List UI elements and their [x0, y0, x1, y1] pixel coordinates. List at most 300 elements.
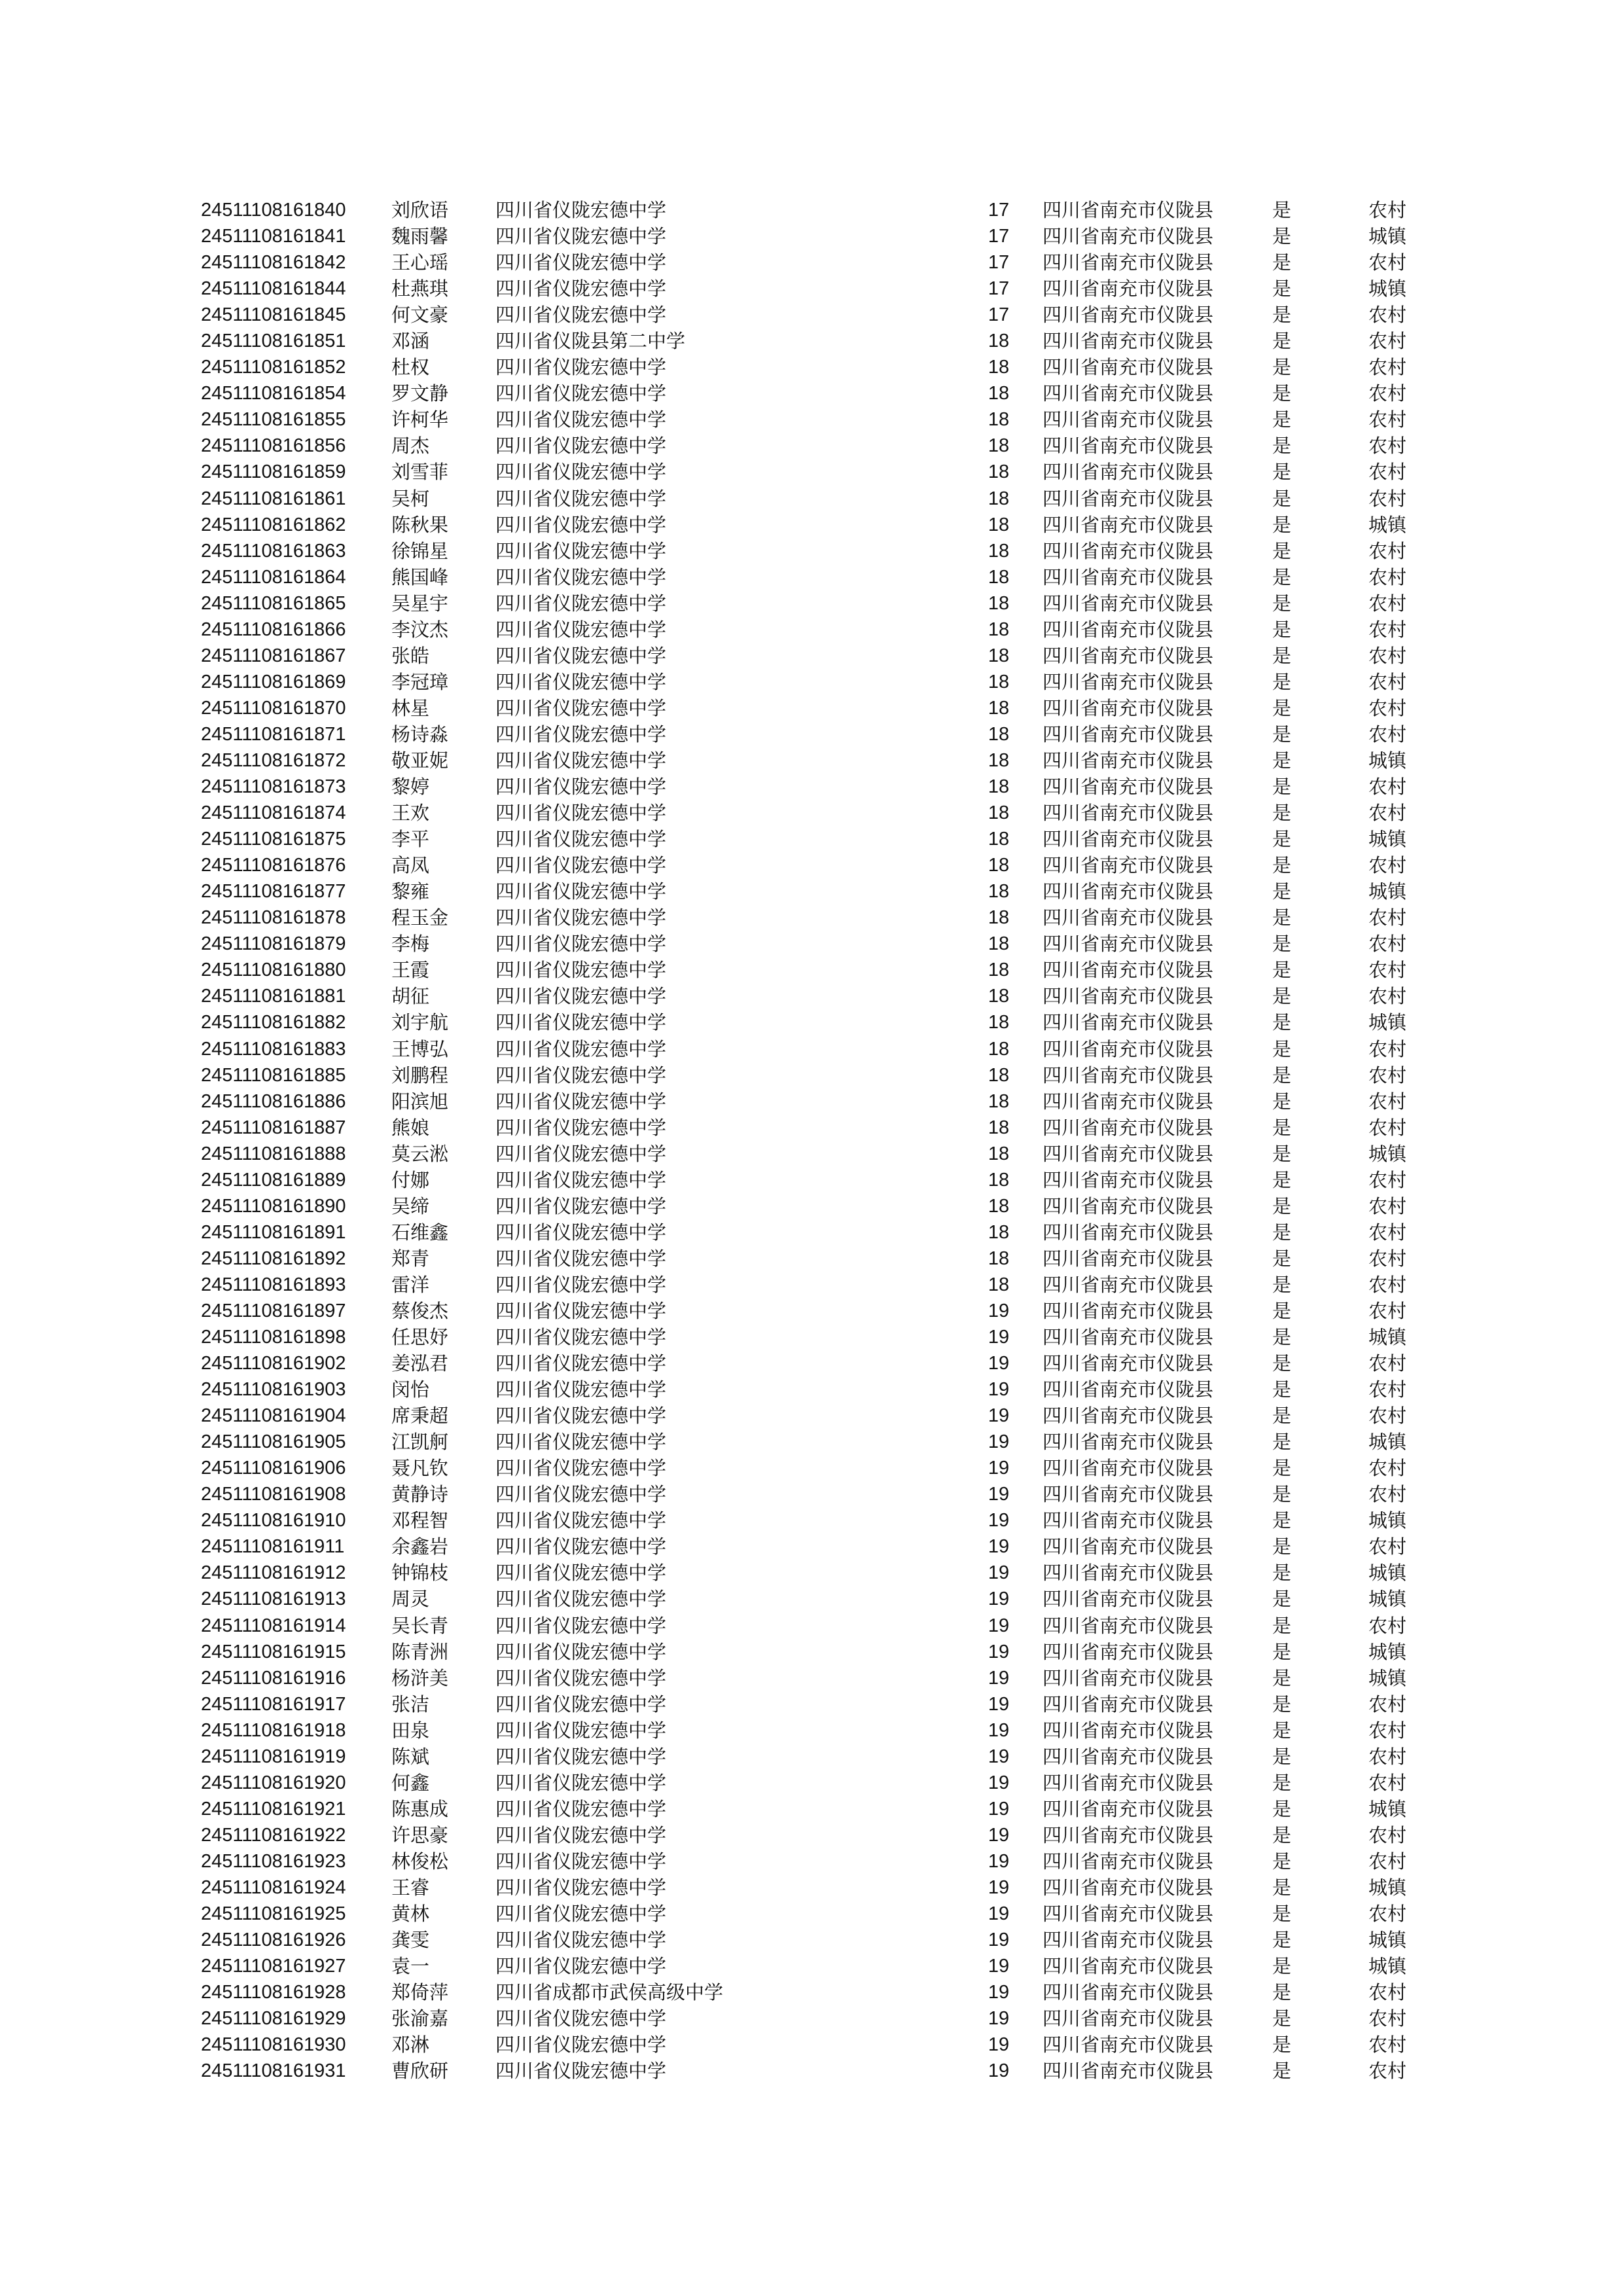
residence-type: 城镇: [1368, 513, 1407, 536]
eligibility-flag: 是: [1272, 696, 1292, 719]
eligibility-flag: 是: [1272, 2007, 1292, 2030]
student-name: 林俊松: [391, 1850, 449, 1873]
record-id: 24511108161873: [201, 776, 346, 798]
age-value: 18: [988, 357, 1010, 378]
student-name: 徐锦星: [391, 539, 449, 562]
table-row: [0, 1848, 1623, 1874]
record-id: 24511108161914: [201, 1615, 346, 1636]
school-name: 四川省仪陇宏德中学: [495, 408, 667, 431]
eligibility-flag: 是: [1272, 1666, 1292, 1689]
residence-type: 农村: [1368, 2034, 1407, 2056]
school-name: 四川省仪陇宏德中学: [495, 723, 667, 745]
origin-place: 四川省南充市仪陇县: [1043, 776, 1214, 798]
table-row: [0, 486, 1623, 512]
eligibility-flag: 是: [1272, 1064, 1292, 1086]
eligibility-flag: 是: [1272, 1352, 1292, 1375]
origin-place: 四川省南充市仪陇县: [1043, 382, 1214, 405]
student-name: 郑倚萍: [391, 1981, 449, 2004]
student-name: 江凯舸: [391, 1431, 449, 1454]
school-name: 四川省仪陇宏德中学: [495, 199, 667, 221]
origin-place: 四川省南充市仪陇县: [1043, 1693, 1214, 1715]
record-id: 24511108161844: [201, 278, 346, 300]
table-row: [0, 2058, 1623, 2084]
table-row: [0, 931, 1623, 957]
eligibility-flag: 是: [1272, 435, 1292, 457]
table-row: [0, 1246, 1623, 1272]
residence-type: 农村: [1368, 1378, 1407, 1401]
age-value: 19: [988, 1772, 1010, 1793]
age-value: 18: [988, 1195, 1010, 1217]
student-name: 闵怡: [391, 1378, 430, 1401]
student-name: 何鑫: [391, 1771, 430, 1794]
origin-place: 四川省南充市仪陇县: [1043, 592, 1214, 615]
eligibility-flag: 是: [1272, 565, 1292, 588]
origin-place: 四川省南充市仪陇县: [1043, 435, 1214, 457]
origin-place: 四川省南充市仪陇县: [1043, 1431, 1214, 1454]
table-row: [0, 905, 1623, 931]
origin-place: 四川省南充市仪陇县: [1043, 251, 1214, 274]
school-name: 四川省仪陇宏德中学: [495, 1929, 667, 1952]
student-name: 余鑫岩: [391, 1535, 449, 1558]
age-value: 18: [988, 1064, 1010, 1086]
school-name: 四川省仪陇宏德中学: [495, 618, 667, 641]
residence-type: 农村: [1368, 776, 1407, 798]
eligibility-flag: 是: [1272, 1509, 1292, 1532]
residence-type: 城镇: [1368, 1142, 1407, 1165]
residence-type: 城镇: [1368, 225, 1407, 248]
table-row: [0, 643, 1623, 669]
residence-type: 农村: [1368, 670, 1407, 693]
eligibility-flag: 是: [1272, 1405, 1292, 1427]
record-id: 24511108161871: [201, 723, 346, 745]
residence-type: 城镇: [1368, 1955, 1407, 1978]
origin-place: 四川省南充市仪陇县: [1043, 1745, 1214, 1768]
origin-place: 四川省南充市仪陇县: [1043, 1850, 1214, 1873]
table-row: [0, 1717, 1623, 1744]
student-name: 刘宇航: [391, 1011, 449, 1034]
eligibility-flag: 是: [1272, 1614, 1292, 1637]
table-row: [0, 1193, 1623, 1219]
school-name: 四川省仪陇宏德中学: [495, 1666, 667, 1689]
table-row: [0, 1586, 1623, 1612]
record-list: [0, 197, 1623, 2084]
age-value: 17: [988, 200, 1010, 221]
table-row: [0, 1979, 1623, 2005]
table-row: [0, 1691, 1623, 1717]
origin-place: 四川省南充市仪陇县: [1043, 1326, 1214, 1349]
table-row: [0, 2032, 1623, 2058]
record-id: 24511108161902: [201, 1353, 346, 1374]
table-row: [0, 1272, 1623, 1298]
residence-type: 城镇: [1368, 1588, 1407, 1611]
origin-place: 四川省南充市仪陇县: [1043, 1037, 1214, 1060]
origin-place: 四川省南充市仪陇县: [1043, 1352, 1214, 1375]
school-name: 四川省仪陇宏德中学: [495, 1745, 667, 1768]
residence-type: 城镇: [1368, 1562, 1407, 1585]
eligibility-flag: 是: [1272, 1745, 1292, 1768]
student-name: 王霞: [391, 959, 430, 982]
table-row: [0, 852, 1623, 878]
origin-place: 四川省南充市仪陇县: [1043, 1221, 1214, 1244]
residence-type: 农村: [1368, 1457, 1407, 1480]
table-row: [0, 1901, 1623, 1927]
student-name: 付娜: [391, 1168, 430, 1191]
residence-type: 农村: [1368, 1221, 1407, 1244]
residence-type: 城镇: [1368, 1431, 1407, 1454]
eligibility-flag: 是: [1272, 644, 1292, 667]
school-name: 四川省仪陇宏德中学: [495, 2007, 667, 2030]
record-id: 24511108161910: [201, 1510, 346, 1532]
table-row: [0, 459, 1623, 485]
record-id: 24511108161883: [201, 1038, 346, 1060]
record-id: 24511108161885: [201, 1064, 346, 1086]
table-row: [0, 669, 1623, 695]
age-value: 18: [988, 540, 1010, 562]
residence-type: 农村: [1368, 487, 1407, 510]
record-id: 24511108161928: [201, 1982, 346, 2003]
origin-place: 四川省南充市仪陇县: [1043, 1614, 1214, 1637]
record-id: 24511108161906: [201, 1458, 346, 1479]
school-name: 四川省仪陇宏德中学: [495, 959, 667, 982]
student-name: 程玉金: [391, 906, 449, 929]
table-row: [0, 878, 1623, 905]
eligibility-flag: 是: [1272, 985, 1292, 1008]
school-name: 四川省仪陇宏德中学: [495, 1614, 667, 1637]
residence-type: 农村: [1368, 802, 1407, 825]
eligibility-flag: 是: [1272, 1273, 1292, 1296]
table-row: [0, 721, 1623, 747]
school-name: 四川省仪陇宏德中学: [495, 278, 667, 300]
eligibility-flag: 是: [1272, 2034, 1292, 2056]
record-id: 24511108161918: [201, 1719, 346, 1741]
table-row: [0, 1534, 1623, 1560]
eligibility-flag: 是: [1272, 461, 1292, 484]
student-name: 周杰: [391, 435, 430, 457]
record-id: 24511108161840: [201, 200, 346, 221]
student-name: 王睿: [391, 1876, 430, 1899]
residence-type: 城镇: [1368, 1011, 1407, 1034]
age-value: 18: [988, 697, 1010, 719]
school-name: 四川省仪陇宏德中学: [495, 1483, 667, 1506]
origin-place: 四川省南充市仪陇县: [1043, 1483, 1214, 1506]
record-id: 24511108161855: [201, 409, 346, 431]
age-value: 19: [988, 1588, 1010, 1610]
eligibility-flag: 是: [1272, 1431, 1292, 1454]
age-value: 19: [988, 1667, 1010, 1689]
origin-place: 四川省南充市仪陇县: [1043, 1194, 1214, 1217]
student-name: 许思豪: [391, 1823, 449, 1846]
table-row: [0, 1639, 1623, 1665]
record-id: 24511108161924: [201, 1877, 346, 1898]
origin-place: 四川省南充市仪陇县: [1043, 1588, 1214, 1611]
student-name: 刘欣语: [391, 199, 449, 221]
origin-place: 四川省南充市仪陇县: [1043, 1823, 1214, 1846]
eligibility-flag: 是: [1272, 1457, 1292, 1480]
eligibility-flag: 是: [1272, 1588, 1292, 1611]
age-value: 19: [988, 1353, 1010, 1374]
school-name: 四川省仪陇宏德中学: [495, 1431, 667, 1454]
origin-place: 四川省南充市仪陇县: [1043, 985, 1214, 1008]
origin-place: 四川省南充市仪陇县: [1043, 1011, 1214, 1034]
age-value: 18: [988, 1143, 1010, 1164]
student-name: 杜权: [391, 356, 430, 379]
record-id: 24511108161926: [201, 1929, 346, 1951]
residence-type: 农村: [1368, 1614, 1407, 1637]
origin-place: 四川省南充市仪陇县: [1043, 1797, 1214, 1820]
table-row: [0, 249, 1623, 276]
eligibility-flag: 是: [1272, 1194, 1292, 1217]
origin-place: 四川省南充市仪陇县: [1043, 644, 1214, 667]
origin-place: 四川省南充市仪陇县: [1043, 513, 1214, 536]
age-value: 18: [988, 619, 1010, 640]
age-value: 19: [988, 2008, 1010, 2030]
residence-type: 农村: [1368, 618, 1407, 641]
record-id: 24511108161867: [201, 645, 346, 666]
age-value: 18: [988, 435, 1010, 457]
table-row: [0, 1376, 1623, 1403]
record-id: 24511108161845: [201, 304, 346, 326]
student-name: 莫云淞: [391, 1142, 449, 1165]
record-id: 24511108161893: [201, 1274, 346, 1295]
origin-place: 四川省南充市仪陇县: [1043, 1273, 1214, 1296]
school-name: 四川省仪陇宏德中学: [495, 1142, 667, 1165]
residence-type: 农村: [1368, 199, 1407, 221]
age-value: 18: [988, 514, 1010, 535]
record-id: 24511108161875: [201, 829, 346, 850]
school-name: 四川省仪陇宏德中学: [495, 356, 667, 379]
record-id: 24511108161921: [201, 1798, 346, 1820]
record-id: 24511108161908: [201, 1484, 346, 1505]
eligibility-flag: 是: [1272, 618, 1292, 641]
residence-type: 农村: [1368, 1090, 1407, 1113]
record-id: 24511108161862: [201, 514, 346, 535]
table-row: [0, 1796, 1623, 1822]
record-id: 24511108161887: [201, 1117, 346, 1138]
school-name: 四川省仪陇宏德中学: [495, 1850, 667, 1873]
table-row: [0, 406, 1623, 433]
origin-place: 四川省南充市仪陇县: [1043, 1929, 1214, 1952]
origin-place: 四川省南充市仪陇县: [1043, 330, 1214, 353]
eligibility-flag: 是: [1272, 2060, 1292, 2083]
table-row: [0, 433, 1623, 459]
student-name: 雷洋: [391, 1273, 430, 1296]
eligibility-flag: 是: [1272, 278, 1292, 300]
eligibility-flag: 是: [1272, 1903, 1292, 1926]
school-name: 四川省仪陇宏德中学: [495, 565, 667, 588]
record-id: 24511108161881: [201, 986, 346, 1007]
record-id: 24511108161905: [201, 1431, 346, 1453]
student-name: 黎雍: [391, 880, 430, 903]
student-name: 王欢: [391, 802, 430, 825]
origin-place: 四川省南充市仪陇县: [1043, 1378, 1214, 1401]
record-id: 24511108161889: [201, 1169, 346, 1191]
school-name: 四川省仪陇宏德中学: [495, 670, 667, 693]
record-id: 24511108161912: [201, 1562, 346, 1584]
table-row: [0, 1115, 1623, 1141]
table-row: [0, 1036, 1623, 1062]
eligibility-flag: 是: [1272, 1981, 1292, 2004]
eligibility-flag: 是: [1272, 1378, 1292, 1401]
eligibility-flag: 是: [1272, 959, 1292, 982]
table-row: [0, 1665, 1623, 1691]
student-name: 席秉超: [391, 1405, 449, 1427]
eligibility-flag: 是: [1272, 225, 1292, 248]
student-name: 刘鹏程: [391, 1064, 449, 1086]
table-row: [0, 1560, 1623, 1586]
residence-type: 农村: [1368, 592, 1407, 615]
origin-place: 四川省南充市仪陇县: [1043, 670, 1214, 693]
school-name: 四川省仪陇宏德中学: [495, 1273, 667, 1296]
table-row: [0, 1167, 1623, 1193]
residence-type: 城镇: [1368, 1509, 1407, 1532]
eligibility-flag: 是: [1272, 1850, 1292, 1873]
table-row: [0, 512, 1623, 538]
table-row: [0, 1088, 1623, 1115]
student-name: 吴星宇: [391, 592, 449, 615]
residence-type: 城镇: [1368, 1876, 1407, 1899]
school-name: 四川省仪陇宏德中学: [495, 828, 667, 851]
residence-type: 农村: [1368, 1194, 1407, 1217]
eligibility-flag: 是: [1272, 1955, 1292, 1978]
origin-place: 四川省南充市仪陇县: [1043, 1981, 1214, 2004]
record-id: 24511108161919: [201, 1746, 346, 1767]
record-id: 24511108161877: [201, 881, 346, 903]
record-id: 24511108161859: [201, 461, 346, 483]
table-row: [0, 564, 1623, 590]
age-value: 19: [988, 1379, 1010, 1401]
eligibility-flag: 是: [1272, 1693, 1292, 1715]
eligibility-flag: 是: [1272, 880, 1292, 903]
school-name: 四川省仪陇宏德中学: [495, 1326, 667, 1349]
student-name: 聂凡钦: [391, 1457, 449, 1480]
student-name: 熊娘: [391, 1116, 430, 1139]
school-name: 四川省仪陇宏德中学: [495, 1247, 667, 1270]
residence-type: 农村: [1368, 723, 1407, 745]
origin-place: 四川省南充市仪陇县: [1043, 933, 1214, 956]
eligibility-flag: 是: [1272, 304, 1292, 327]
age-value: 18: [988, 409, 1010, 431]
origin-place: 四川省南充市仪陇县: [1043, 278, 1214, 300]
student-name: 邓程智: [391, 1509, 449, 1532]
age-value: 19: [988, 1536, 1010, 1558]
table-row: [0, 774, 1623, 800]
age-value: 19: [988, 1850, 1010, 1872]
table-row: [0, 1927, 1623, 1953]
school-name: 四川省仪陇宏德中学: [495, 802, 667, 825]
table-row: [0, 302, 1623, 328]
residence-type: 城镇: [1368, 749, 1407, 772]
origin-place: 四川省南充市仪陇县: [1043, 225, 1214, 248]
age-value: 19: [988, 1693, 1010, 1715]
school-name: 四川省仪陇宏德中学: [495, 1352, 667, 1375]
age-value: 19: [988, 1798, 1010, 1820]
school-name: 四川省仪陇宏德中学: [495, 1378, 667, 1401]
record-id: 24511108161890: [201, 1195, 346, 1217]
residence-type: 农村: [1368, 933, 1407, 956]
residence-type: 农村: [1368, 539, 1407, 562]
origin-place: 四川省南充市仪陇县: [1043, 1535, 1214, 1558]
table-row: [0, 354, 1623, 380]
eligibility-flag: 是: [1272, 1116, 1292, 1139]
age-value: 17: [988, 226, 1010, 247]
table-row: [0, 1403, 1623, 1429]
student-name: 田泉: [391, 1719, 430, 1742]
residence-type: 农村: [1368, 565, 1407, 588]
student-name: 李梅: [391, 933, 430, 956]
school-name: 四川省仪陇宏德中学: [495, 1797, 667, 1820]
student-name: 罗文静: [391, 382, 449, 405]
school-name: 四川省仪陇县第二中学: [495, 330, 686, 353]
student-name: 王心瑶: [391, 251, 449, 274]
school-name: 四川省仪陇宏德中学: [495, 1405, 667, 1427]
eligibility-flag: 是: [1272, 382, 1292, 405]
residence-type: 农村: [1368, 1693, 1407, 1715]
school-name: 四川省仪陇宏德中学: [495, 696, 667, 719]
age-value: 18: [988, 749, 1010, 771]
residence-type: 农村: [1368, 1719, 1407, 1742]
eligibility-flag: 是: [1272, 1771, 1292, 1794]
residence-type: 城镇: [1368, 1666, 1407, 1689]
record-id: 24511108161892: [201, 1247, 346, 1269]
eligibility-flag: 是: [1272, 408, 1292, 431]
age-value: 18: [988, 1247, 1010, 1269]
eligibility-flag: 是: [1272, 1483, 1292, 1506]
origin-place: 四川省南充市仪陇县: [1043, 1903, 1214, 1926]
origin-place: 四川省南充市仪陇县: [1043, 618, 1214, 641]
table-row: [0, 1613, 1623, 1639]
school-name: 四川省仪陇宏德中学: [495, 435, 667, 457]
record-id: 24511108161872: [201, 749, 346, 771]
age-value: 19: [988, 1824, 1010, 1846]
origin-place: 四川省南充市仪陇县: [1043, 1771, 1214, 1794]
eligibility-flag: 是: [1272, 199, 1292, 221]
age-value: 18: [988, 1038, 1010, 1060]
student-name: 敬亚妮: [391, 749, 449, 772]
eligibility-flag: 是: [1272, 1326, 1292, 1349]
age-value: 18: [988, 461, 1010, 483]
school-name: 四川省仪陇宏德中学: [495, 776, 667, 798]
age-value: 19: [988, 2034, 1010, 2056]
table-row: [0, 1481, 1623, 1507]
residence-type: 农村: [1368, 1037, 1407, 1060]
table-row: [0, 538, 1623, 564]
age-value: 19: [988, 1300, 1010, 1321]
origin-place: 四川省南充市仪陇县: [1043, 906, 1214, 929]
table-row: [0, 1324, 1623, 1350]
residence-type: 农村: [1368, 251, 1407, 274]
origin-place: 四川省南充市仪陇县: [1043, 1168, 1214, 1191]
age-value: 19: [988, 1982, 1010, 2003]
residence-type: 农村: [1368, 461, 1407, 484]
school-name: 四川省仪陇宏德中学: [495, 1064, 667, 1086]
age-value: 19: [988, 1327, 1010, 1348]
student-name: 黎婷: [391, 776, 430, 798]
student-name: 张皓: [391, 644, 430, 667]
table-row: [0, 1141, 1623, 1167]
table-row: [0, 957, 1623, 983]
school-name: 四川省仪陇宏德中学: [495, 1090, 667, 1113]
record-id: 24511108161852: [201, 357, 346, 378]
school-name: 四川省仪陇宏德中学: [495, 1116, 667, 1139]
eligibility-flag: 是: [1272, 1299, 1292, 1322]
school-name: 四川省仪陇宏德中学: [495, 1194, 667, 1217]
student-name: 吴柯: [391, 487, 430, 510]
residence-type: 农村: [1368, 1850, 1407, 1873]
eligibility-flag: 是: [1272, 1562, 1292, 1585]
record-id: 24511108161929: [201, 2008, 346, 2030]
origin-place: 四川省南充市仪陇县: [1043, 1955, 1214, 1978]
eligibility-flag: 是: [1272, 513, 1292, 536]
